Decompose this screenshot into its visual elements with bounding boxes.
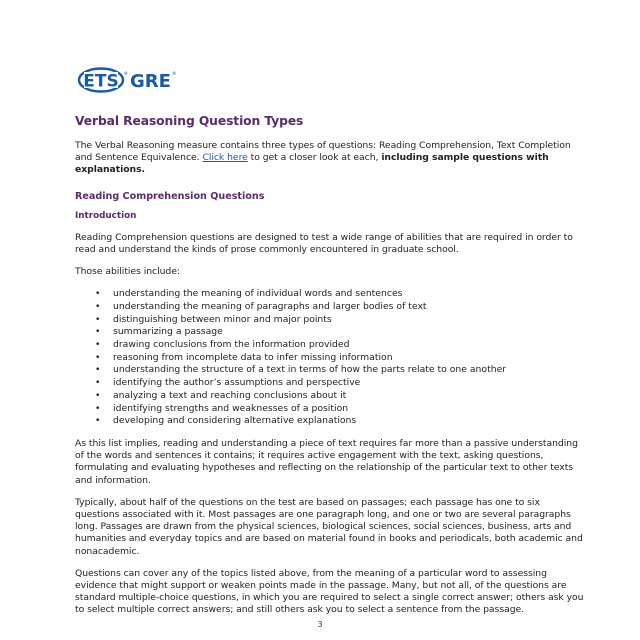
list-item-text: reasoning from incomplete data to infer missing information (113, 351, 393, 363)
bullet-icon: • (95, 313, 101, 325)
bullet-icon: • (95, 377, 101, 389)
ets-wordmark: ETS (83, 71, 119, 92)
list-item-text: identifying strengths and weaknesses of a position (113, 402, 349, 414)
section-heading: Reading Comprehension Questions (75, 190, 265, 202)
paragraph-question-formats: Questions can cover any of the topics listed above, from the meaning of a particular word to assessing evidence that might support or weaken points made in the passage. Many, but not all, of the questions are standard multiple-choice questions, in which you are required to select a single correct answer; others ask you to select multiple correct answers; and still others ask you to select a sentence from the passage. (75, 567, 584, 616)
bullet-icon: • (95, 351, 101, 363)
page-title: Verbal Reasoning Question Types (75, 114, 304, 128)
gre-registered-mark: ® (172, 72, 177, 77)
intro-text-mid: to get a closer look at each, (247, 152, 382, 164)
bullet-icon: • (95, 402, 101, 414)
list-item (75, 314, 587, 327)
list-item (75, 390, 587, 403)
ets-gre-logo (76, 66, 206, 96)
list-item-text: understanding the meaning of individual words and sentences (113, 288, 403, 300)
list-item (75, 377, 587, 390)
list-item (75, 415, 587, 428)
document-body (75, 114, 587, 627)
intro-bold-text: including sample questions with explanations. (75, 152, 549, 176)
ets-registered-mark: ® (123, 72, 128, 77)
paragraph-list-implication: As this list implies, reading and understanding a piece of text requires far more than a passive understanding of the words and sentences it contains; it requires active engagement with the text, asking questions, formulating and evaluating hypotheses and reflecting on the relationship of the particular text to other texts and information. (75, 437, 578, 486)
list-item (75, 352, 587, 365)
list-item (75, 301, 587, 314)
paragraph-passages: Typically, about half of the questions on the test are based on passages; each passage has one to six questions associated with it. Most passages are one paragraph long, and one or two are several paragraphs long. Passages are drawn from the physical sciences, biological sciences, social sciences, business, arts and humanities and everyday topics and are based on material found in books and periodicals, both academic and nonacademic. (75, 496, 583, 557)
list-item (75, 288, 587, 301)
list-item (75, 403, 587, 416)
bullet-icon: • (95, 288, 101, 300)
page-number: 3 (317, 620, 323, 629)
list-item-text: identifying the author’s assumptions and perspective (113, 377, 361, 389)
list-item-text: analyzing a text and reaching conclusions about it (113, 389, 347, 401)
list-item (75, 364, 587, 377)
list-item-text: summarizing a passage (113, 326, 223, 338)
bullet-icon: • (95, 300, 101, 312)
list-item (75, 326, 587, 339)
bullet-icon: • (95, 415, 101, 427)
subheading: Introduction (75, 210, 137, 221)
list-item-text: understanding the meaning of paragraphs and larger bodies of text (113, 300, 427, 312)
bullet-icon: • (95, 339, 101, 351)
bullet-icon: • (95, 389, 101, 401)
list-item-text: developing and considering alternative explanations (113, 415, 357, 427)
intro-text: The Verbal Reasoning measure contains three types of questions: Reading Comprehension, Text Completion and Sentence Equivalence. (75, 140, 571, 164)
list-item-text: understanding the structure of a text in terms of how the parts relate to one another (113, 364, 507, 376)
intro-paragraph (75, 140, 587, 177)
click-here-link[interactable]: Click here (202, 152, 248, 164)
paragraph-intro: Reading Comprehension questions are designed to test a wide range of abilities that are required in order to read and understand the kinds of prose commonly encountered in graduate school. (75, 231, 573, 255)
list-item-text: drawing conclusions from the information provided (113, 339, 350, 351)
list-item-text: distinguishing between minor and major points (113, 313, 332, 325)
bullet-icon: • (95, 326, 101, 338)
abilities-intro: Those abilities include: (75, 266, 180, 278)
list-item (75, 339, 587, 352)
gre-wordmark: GRE (130, 71, 171, 92)
bullet-icon: • (95, 364, 101, 376)
abilities-list (75, 288, 587, 428)
